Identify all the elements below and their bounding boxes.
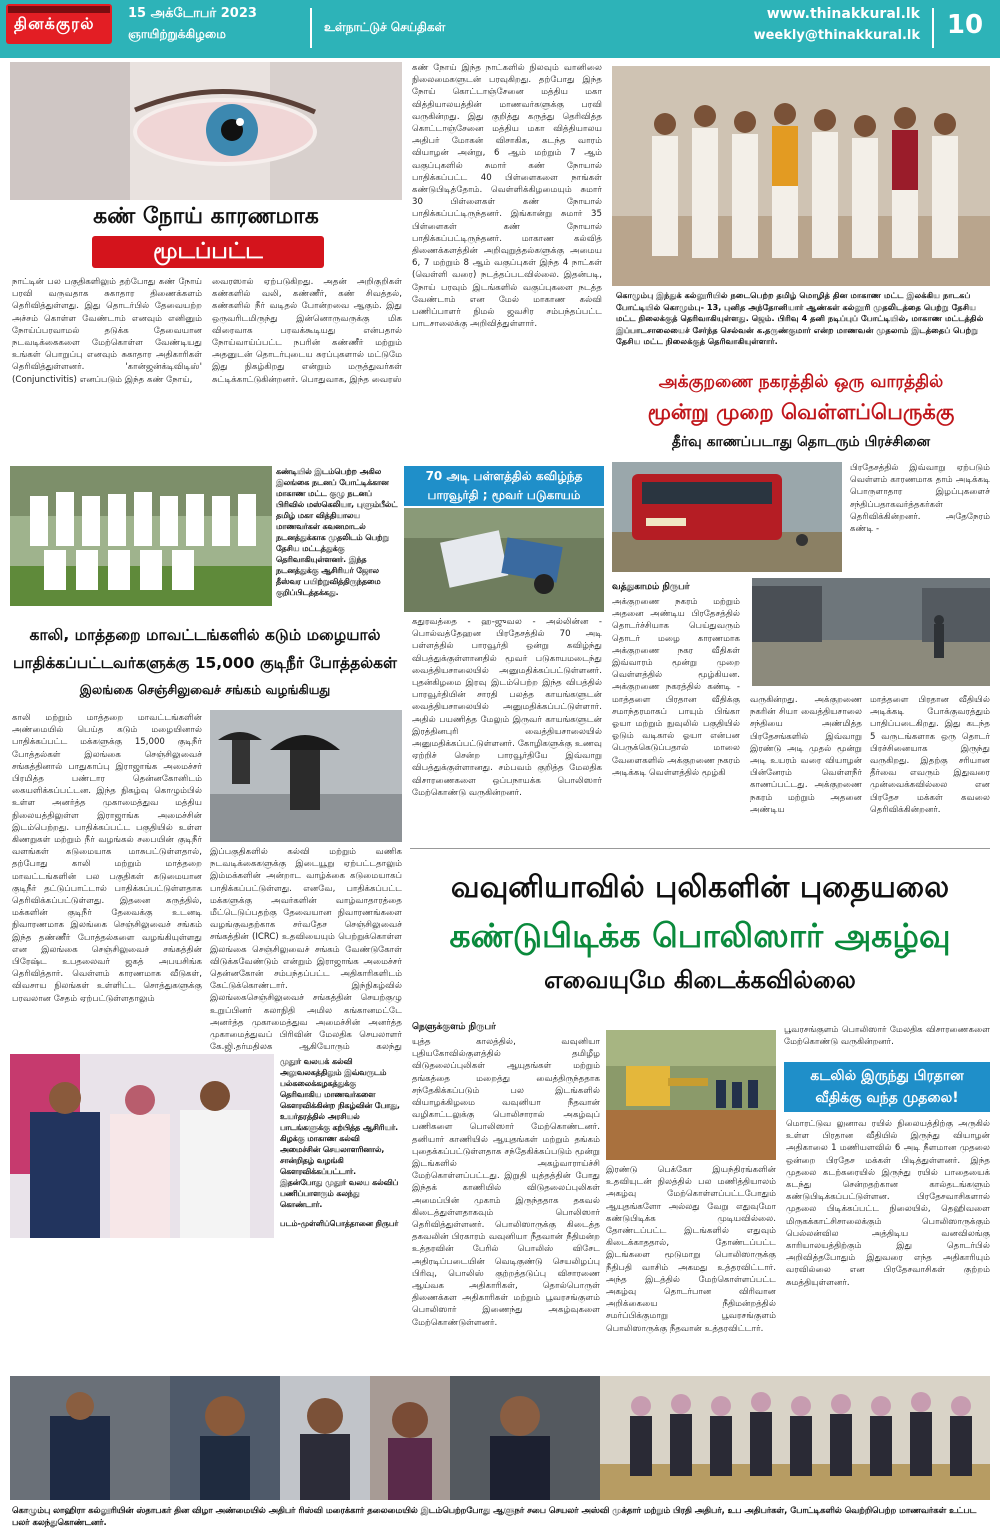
teacher-photo-credit: படம்-முள்ளிப்பொத்தானை நிருபர் [280,1219,399,1228]
crocodile-headline: கடலில் இருந்து பிரதான வீதிக்கு வந்த முதலை! [784,1062,990,1112]
flood-bus-photo [612,462,842,572]
dance-students-photo [10,466,272,606]
accident-article: கதுரவத்தை - ஹ-ஜுவல - அல்லின்ன - பொல்வத்தேஹன பிரதேசத்தில் 70 அடி பள்ளத்தில் பாரவூர்தி ஒன்று கவிழ்ந்து விபத்துக்குள்ளானதில் மூவர் படுகாயமடைந்து வைத்தியசாலையில் அனுமதிக்கப்பட்டுள்ளனர். புதன்கிழமை இரவு இடம்பெற்ற இந்த விபத்தில் பாரவூர்தியின் சாரதி பலத்த காயங்களுடன் வைத்தியசாலையில் அனுமதிக்கப்பட்டுள்ளார். அதில் பயணித்த மேலும் இருவர் காயங்களுடன் இரத்தினபுரி வைத்தியசாலையில் அனுமதிக்கப்பட்டுள்ளனர். கோழிகளுக்கு உணவு ஏற்றிச் சென்ற பாரவூர்தியே இவ்வாறு விபத்துக்குள்ளானது. சம்பவம் குறித்த மேலதிக விசாரணைகளை ஒப்பநாயக்க பொலிஸார் மேற்கொண்டு வருகின்றனர். [412,617,602,798]
tigers-headline-1: வவுனியாவில் புலிகளின் புதையலை [450,870,950,905]
section-name: உள்நாட்டுச் செய்திகள் [324,20,446,34]
tigers-article-col2: இரண்டு பெக்கோ இயந்திரங்களின் உதவியுடன் நிலத்தில் பல மணித்தியாலம் அகழ்வு மேற்கொள்ளப்பட்டபோதும் ஆயுதங்களோ அல்லது வேறு எதுவுமோ கண்டுபிடிக்க முடியவில்லை. தோண்டப்பட்ட இடங்களில் எதுவும் கிடைக்காததால், தோண்டப்பட்ட இடங்களை மூடுமாறு பொலிஸாருக்கு நீதிபதி வாசிம் அகமது உத்தரவிட்டார். அந்த இடத்தில் மேற்கொள்ளப்பட்ட அகழ்வு தொடர்பான விரிவான அறிக்கையை நீதிமன்றத்தில் சமர்ப்பிக்குமாறு பூவரசங்குளம் பொலிஸாருக்கு நீதவான் உத்தரவிட்டார். [606,1165,776,1334]
tigers-byline: நெளுக்குளம் நிருபர் [412,1022,496,1032]
school-event-photo-strip [10,1376,990,1500]
water-headline-1: காலி, மாத்தறை மாவட்டங்களில் கடும் மழையால் [29,626,381,644]
header-divider [932,8,934,48]
section-rule [410,848,990,849]
website-link[interactable]: www.thinakkural.lk [766,6,920,22]
flood-article-col3: மாத்தளை பிரதான வீதியில் அடிக்கடி போக்குவரத்தும் பாதிப்படைகிறது. இது கடந்த 5 வருடங்களாக ஒரு தொடர் பிரச்சினையாக இருந்து வருகிறது. இதற்கு சரியான தீர்வை எவரும் இதுவரை முன்வைக்கவில்லை என பிரதேச மக்கள் கவலை தெரிவிக்கின்றனர். [870,695,990,815]
page-number: 10 [946,10,984,40]
accident-headline: 70 அடி பள்ளத்தில் கவிழ்ந்த பாரவூர்தி ; மூவர் படுகாயம் [404,466,604,506]
excavation-photo [606,1030,776,1160]
email-link[interactable]: weekly@thinakkural.lk [753,28,920,43]
dance-caption: கண்டியில் இடம்பெற்ற அகில இலங்கை நடனப் போட்டிக்கான மாகாண மட்ட குழு நடனப் பிரிவில் மஸ்கெலியா, புளும்பீல்ட் தமிழ் மகா வித்தியாலய மாணவர்கள் கவனமாடல் நடனத்துக்காக முதலிடம் பெற்று தேசிய மட்டத்துக்கு தெரிவாகியுள்ளனர். இந்த நடனத்துக்கு ஆசிரியர் ஜோல தீஸ்வர பயிற்றுவித்திருந்தமை குறிப்பிடத்தக்கது. [276,467,398,597]
eye-photo [10,62,402,200]
crocodile-article: மொரட்டுவ லுனாவ ரயில் நிலையத்திற்கு அருகில் உள்ள பிரதான வீதியில் இருந்து வியாழன் அதிகாலை 1 மணியளவில் 6 அடி நீளமான முதலை ஒன்றை பிரதேச மக்கள் பிடித்துள்ளனர். இந்த முதலை கடற்கரையில் இருந்து ரயில் பாதையைக் கடந்து சென்றதற்கான கால்தடங்களும் கண்டுபிடிக்கப்பட்டுள்ளன. பிரதேசவாசிகளால் முதலை பிடிக்கப்பட்ட நிலையில், தெஹிவளை மிருகக்காட்சிசாலைக்கும் பொலிஸாருக்கும் பெல்லன்வில அத்திடிய வனவிலங்கு காரியாலயத்திற்கும் இது தொடர்பில் அறிவித்தபோதும் இதுவரை எந்த அதிகாரியும் வரவில்லை என பிரதேசவாசிகள் குற்றம் சுமத்தியுள்ளனர். [786,1119,990,1288]
eye-headline-2: மூடப்பட்ட வகுப்புகள்! [92,236,324,268]
water-headline-2: பாதிக்கப்பட்டவர்களுக்கு 15,000 குடிநீர் போத்தல்கள் [13,654,397,672]
school-event-caption: கொழும்பு லாஹிரா கல்லூரியின் ஸ்தாபகர் தின விழா அண்மையில் அதிபர் ரிஸ்வி மரைக்கார் தலைமையில் இடம்பெற்றபோது ஆளுநர் சபை செயலர் அஸ்வி முக்தார் மற்றும் பிரதி அதிபர், உப அதிபர்கள், போட்டிகளில் வெற்றிபெற்ற மாணவர்கள் உட்பட பலர் கலந்துகொண்டனர். [12,1505,977,1527]
flood-headline-1: அக்குறணை நகரத்தில் ஒரு வாரத்தில் [658,372,944,392]
tigers-headline-2: கண்டுபிடிக்க பொலிஸார் அகழ்வு [449,916,951,955]
water-article-col1: காலி மற்றும் மாத்தறை மாவட்டங்களின் அண்மையில் பெய்த கடும் மழையினால் பாதிக்கப்பட்ட மக்களுக்கு 15,000 குடிநீர் போத்தல்கள் இலங்கை செஞ்சிலுவைச் சங்கத்தினால் பாதுகாப்பு இராஜாங்க அமைச்சர் பிரமித்த பண்டார தென்னகோனிடம் கையளிக்கப்பட்டன. இந்த நிகழ்வு கொழும்பில் உள்ள அனர்த்த முகாமைத்துவ மத்திய நிலையத்திலுள்ள இராஜாங்க அமைச்சின் இடம்பெற்றது. பாதிக்கப்பட்ட பகுதியில் உள்ள கிணறுகள் மற்றும் நீர் வழங்கல் சபையின் குடிநீர் வளங்கள் கடுமையாக மாசுபட்டுள்ளதால், தற்போது காலி மற்றும் மாத்தறை மாவட்டங்களின் பல பகுதிகள் கடுமையான குடிநீர் தட்டுப்பாட்டால் பாதிக்கப்பட்டுள்ளதாக தெரிவிக்கப்பட்டுள்ளது. இதனை கருத்தில், மக்களின் குடிநீர் தேவைக்கு உடனடி நிவாரணமாக இலங்கை செஞ்சிலுவைச் சங்கம் இந்த தண்ணீர் போத்தல்களை வழங்கியுள்ளது என இலங்கை செஞ்சிலுவைச் சங்கத்தின் பிரேஷ்ட உபதலைவர் ஜகத் அபயசிங்க தெரிவித்தார். வெள்ளம் காரணமாக வீடுகள், விவசாய நிலங்கள் உள்ளிட்ட சொத்துகளுக்கு பரவலான சேதம் ஏற்பட்டுள்ளதாலும் [12,713,202,1004]
issue-date: 15 அக்டோபர் 2023 [128,6,257,21]
teacher-award-photo [10,1054,274,1238]
flood-byline: வத்துகாமம் நிருபர் [612,582,690,592]
eye-article-col3: கண் நோய் இந்த நாட்களில் நிலவும் வானிலை நிலைமைகளுடன் பரவுகிறது. தற்போது இந்த நோய் கொட்டாஞ்சேனை மத்திய மகா வித்தியாலயத்தின் மாணவர்களுக்கு பரவி வருகின்றது. இது குறித்து கருத்து தெரிவித்த கொட்டாஞ்சேனை மத்திய மகா வித்தியாலய அதிபர் மோகன் விசாகிக, கடந்த வாரம் வியாழன் அன்று, 6 ஆம் மற்றும் 7 ஆம் வகுப்புகளில் சுமார் கண் நோயால் பாதிக்கப்பட்ட 40 பிள்ளைகளை நாங்கள் கண்டுபிடித்தோம். வெள்ளிக்கிழமையும் சுமார் 30 பிள்ளைகள் கண் நோயால் பாதிக்கப்பட்டிருந்தனர். இங்கான்று சுமார் 35 பிள்ளைகள் கண் நோயால் பாதிக்கப்பட்டிருந்தனர். மாகாண கல்வித் திணைக்களத்தின் அறிவுறுத்தல்களுக்கு அமைய 6, 7 மற்றும் 8 ஆம் வகுப்புகள் இந்த 4 நாட்கள் (வெள்ளி வரை) நடத்தப்படவில்லை. இதன்படி, நோய் பரவும் இடங்களில் வகுப்புகளை நடத்த வேண்டாம் என மேல் மாகாண கல்வி பணிப்பாளர் நிமல் ஜவசிர சம்பந்தப்பட்ட பாடசாலைக்கு அறிவித்துள்ளார். [412,63,602,330]
flood-headline-2: மூன்று முறை வெள்ளப்பெருக்கு [647,400,955,424]
tamil-day-caption: கொழும்பு இந்துக் கல்லூரியில் நடைபெற்ற தமிழ் மொழித் தின மாகாண மட்ட இலக்கிய நாடகப் போட்டியில் கொழும்பு- 13, புனித அந்தோனியார் ஆண்கள் கல்லூரி முதலிடத்தை பெற்று தேசிய மட்ட நிலைக்குத் தெரிவாகியுள்ளது. ஜெம். பிரிவு 4 தனி நடிப்புப் போட்டியில், மாகாண மட்டத்தில் இப்பாடசாலையைச் சேர்ந்த செல்வன் க.தருண்குமார் என்ற மாணவன் முதலாம் இடத்தைப் பெற்று தேசிய மட்ட நிலைக்குத் தெரிவாகியுள்ளார். [616,290,984,346]
flood-street-photo [752,578,990,686]
flood-article-col2: வருகின்றது. அக்குறணை நகரின் சியா வைத்தியசாலை சந்தியை அண்மித்த பிரதேசங்களில் இவ்வாறு இரண்டு அடி முதல் மூன்று அடி உயரம் வரை வியாழன் பின்னேரம் வெள்ளநீர் காணப்பட்டது. அக்குறணை நகரம் மற்றும் அதனை அண்டிய [750,695,862,815]
flood-article-col1: அக்குறணை நகரம் மற்றும் அதனை அண்டிய பிரதேசத்தில் தொடர்ச்சியாக பெய்துவரும் தொடர் மழை காரணமாக அக்குறணை நகர வீதிகள் இவ்வாரம் மூன்று முறை வெள்ளத்தில் மூழ்கியன. அக்குறணை நகரத்தில் கண்டி - மாத்தளை பிரதான வீதிக்கு சமாந்தரமாகப் பாயும் பிங்கா ஓயா மற்றும் நுவுலில் பகுதியில் ஓடும் வடிகால் ஓயா என்பன பெருக்கெடுப்பதால் மாலை வேளைகளில் அக்குறணை நகரம் அடிக்கடி வெள்ளத்தில் மூழ்கி [612,597,740,778]
tigers-subtitle: எவையுமே கிடைக்கவில்லை [544,966,856,994]
eye-article-col1: நாட்டின் பல பகுதிகளிலும் தற்போது கண் நோய் பரவி வருவதாக சுகாதார திணைக்களம் தெரிவித்துள்ளது. இது தொடர்பில் தேவையற்ற அச்சம் கொள்ள வேண்டாம் எனவும் எனினும் நோய்ப்பரவாமல் தடுக்க தேவையான நடவடிக்கைகளை மேற்கொள்ள வேண்டியது உங்கள் பொறுப்பு எனவும் சுகாதார அதிகாரிகள் தெரிவித்துள்ளனர். 'கான்ஜன்க்டிவிடிஸ்' (Conjunctivitis) எனப்படும் இந்த கண் நோய், [12,277,202,385]
accident-truck-photo [404,508,604,612]
water-subtitle: இலங்கை செஞ்சிலுவைச் சங்கம் வழங்கியது [79,682,331,697]
teacher-caption: முதூர் வலயக் கல்வி அலுவலகத்திலும் இவ்வருடம் பல்கலைக்கழகத்துக்கு தெரிவாகிய மாணவர்களை கௌரவிக்கின்ற நிகழ்வின் போது, உயர்தரத்தில் அரசியல் பாடங்களுக்கு கற்பித்த ஆசிரியர். கிழக்கு மாகாண கல்வி அமைச்சின் செயலாளரினால், சான்றிதழ் வழங்கி கௌரவிக்கப்பட்டார். இதன்போது முதூர் வலய கல்விப் பணிப்பாளரும் கலந்து கொண்டார். [280,1057,400,1209]
eye-headline-1: கண் நோய் காரணமாக [93,204,319,229]
newspaper-logo[interactable]: தினக்குரல் [6,4,112,44]
tamil-day-photo [612,66,990,286]
eye-article-col2: வைரஸால் ஏற்படுகிறது. அதன் அறிகுறிகள் கண்களில் வலி, கண்ணீர், கண் சிவத்தல், கண்களில் நீர் வடிதல் போன்றவை ஆகும். இது ஒருவரிடமிருந்து இன்னொருவருக்கு மிக விரைவாக பரவக்கூடியது என்பதால் நோய்வாய்ப்பட்ட நபரின் கண்ணீர் மற்றும் அதனுடன் தொடர்புடைய சுரப்புகளால் மட்டுமே இது நிகழ்கிறது என்றும் மருத்துவர்கள் சுட்டிக்காட்டுகின்றனர். பொதுவாக, இந்த வைரஸ் [212,277,402,385]
water-article-col2: இப்பகுதிகளில் கல்வி மற்றும் வணிக நடவடிக்கைகளுக்கு இடையூறு ஏற்பட்டதாலும் இம்மக்களின் அன்றாட வாழ்க்கை கடுமையாகப் பாதிக்கப்பட்டுள்ளது. எனவே, பாதிக்கப்பட்ட மக்களுக்கு அவர்களின் வாழ்வாதாரத்தை மீட்டெடுப்பதற்கு தேவையான நிவாரணங்களை வழங்குவதற்காக சர்வதேச செஞ்சிலுவைச் சங்கத்தின் (ICRC) உதவியையும் பெற்றுக்கொள்ள இலங்கை செஞ்சிலுவைச் சங்கம் வேண்டுகோள் விடுக்கவேண்டும் என்றும் இராஜாங்க அமைச்சர் தென்னகோன் சம்பந்தப்பட்ட அதிகாரிகளிடம் கேட்டுக்கொண்டார். இந்நிகழ்வில் இலங்கைசெஞ்சிலுவைச் சங்கத்தின் செயற்குழு உறுப்பினர் கலாநிதி அமில கங்கானமட்டே அனர்த்த முகாமைத்துவ அமைச்சின் அனர்த்த முகாமைத்துவப் பிரிவின் மேலதிக செயலாளர் கே.ஜி.தர்மதிலக ஆகியோரும் கலந்து [210,847,402,1053]
tigers-article-col3: பூவரசங்குளம் பொலிஸார் மேலதிக விசாரணைகளை மேற்கொண்டு வருகின்றனர். [784,1025,990,1048]
flood-subtitle: தீர்வு காணப்படாது தொடரும் பிரச்சினை [671,434,931,450]
rain-umbrella-photo [210,710,402,842]
issue-day: ஞாயிற்றுக்கிழமை [128,27,226,41]
flood-side-text: பிரதேசத்தில் இவ்வாறு ஏற்படும் வெள்ளம் காரணமாக தாம் அடிக்கடி பொருளாதார இழப்புகளைச் சந்திப்பதாகவர்த்தகர்கள் தெரிவிக்கின்றனர். அதேநேரம் கண்டி - [850,463,990,535]
tigers-article-col1: யுத்த காலத்தில், வவுனியா புதியகோவில்குளத்தில் தமிழீழ விடுதலைப்புலிகள் ஆயுதங்கள் மற்றும் தங்கத்தை மறைத்து வைத்திருந்ததாக சந்தேகிக்கப்படும் பல இடங்களில் வியாழக்கிழமை வவுனியா நீதவான் வழிகாட்டலுக்கு பொலிசாரால் அகழ்வுப் பணிகளை பொலிஸார் மேற்கொண்டனர். தனியார் காணியில் ஆயுதங்கள் மற்றும் தங்கம் புதைக்கப்பட்டுள்ளதாக சந்தேகிக்கப்படும் மூன்று இடங்களில் அகழ்வாராய்ச்சி மேற்கொள்ளப்பட்டது. இறுதி யுத்தத்தின் போது இந்தக் காணியில் விடுதலைப்புலிகள் அமைப்பின் முகாம் இருந்ததாக தகவல் கிடைத்துள்ளதாகவும் பொலிஸார் தெரிவித்துள்ளனர். பொலிஸாருக்கு கிடைத்த தகவலின் பிரகாரம் வவுனியா நீதவான் நீதிமன்ற உத்தரவின் பேரில் பொலிஸ் விசேட அதிரடிப்படையின் வெடிகுண்டு செயலிழப்பு பிரிவு, பொலிஸ் குற்றத்தடுப்பு விசாரணை ஆய்வக அதிகாரிகள், தொல்பொருள் திணைக்கள அதிகாரிகள் மற்றும் பூவரசங்குளம் பொலிஸார் இணைந்து அகழ்வுகளை மேற்கொண்டுள்ளனர். [412,1037,600,1328]
header-divider [310,8,312,48]
